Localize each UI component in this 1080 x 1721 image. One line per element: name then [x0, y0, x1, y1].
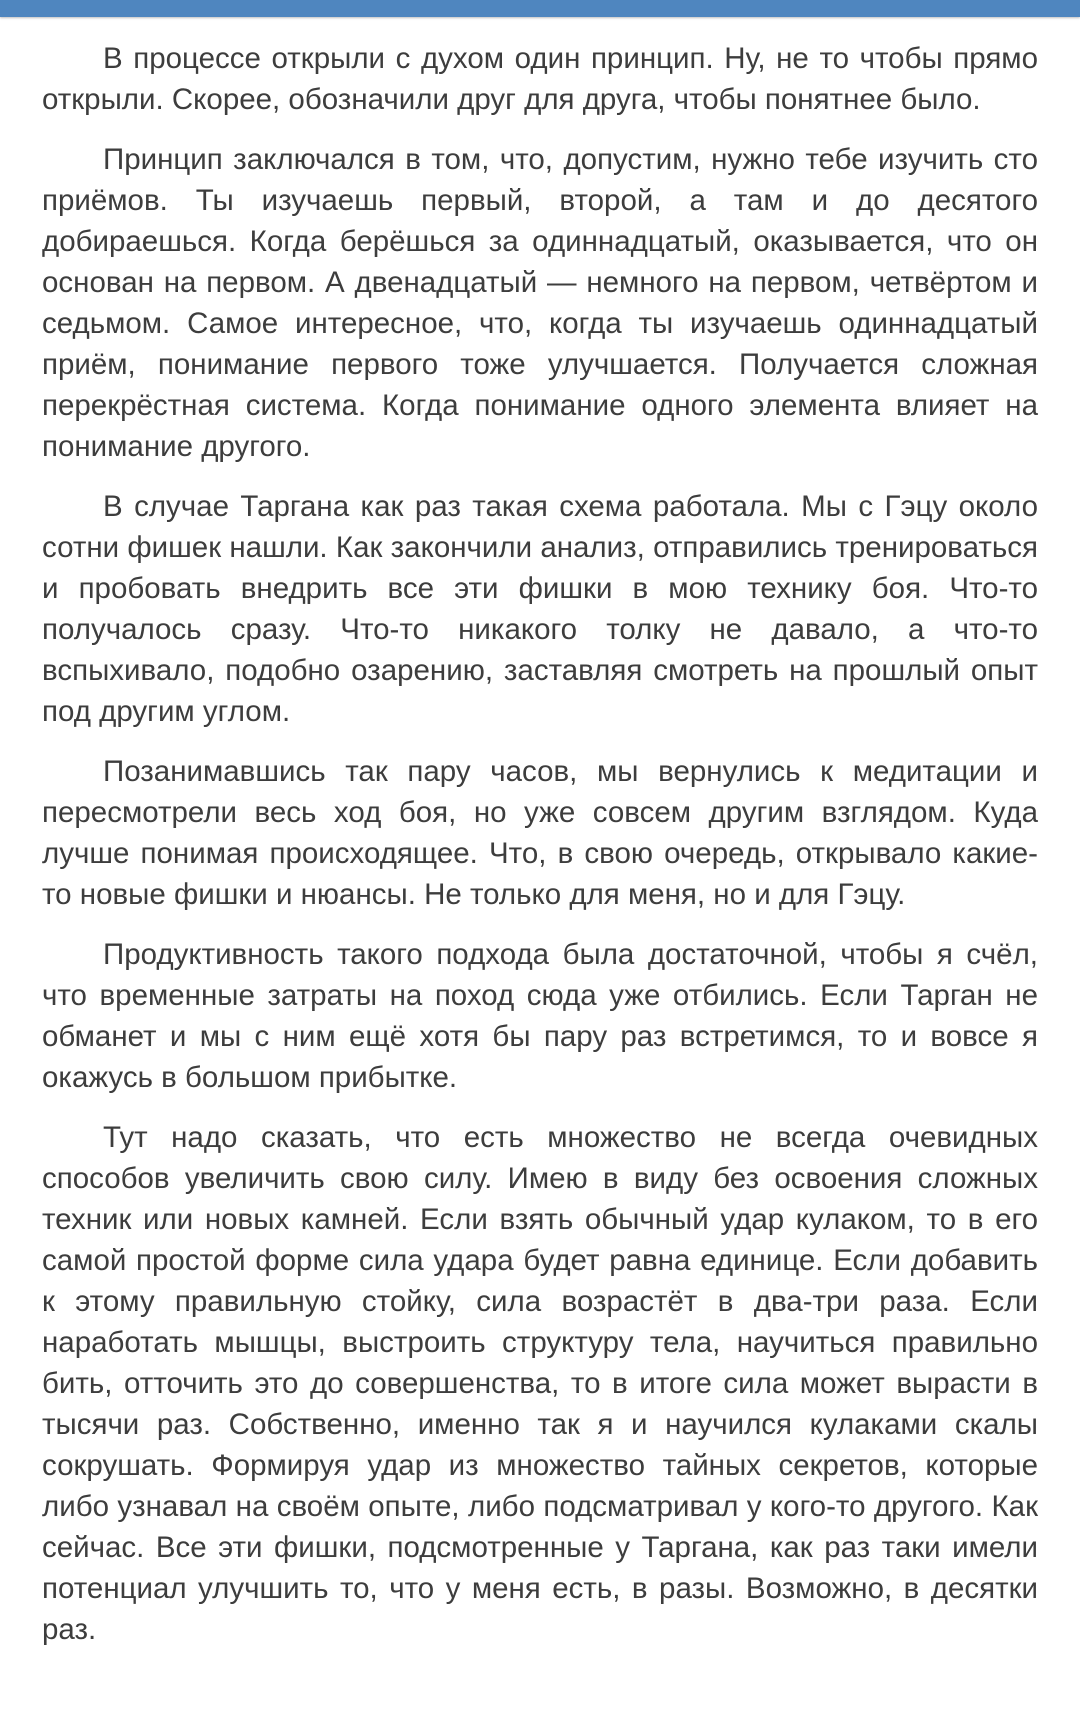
paragraph-4: Позанимавшись так пару часов, мы вернулись к медитации и пересмотрели весь ход боя, но уже совсем другим взглядом. Куда лучше понимая происходящее. Что, в свою очередь, открывало какие-то новые фишки и нюансы. Не только для меня, но и для Гэцу.: [42, 755, 1038, 911]
paragraph-1: В процессе открыли с духом один принцип. Ну, не то чтобы прямо открыли. Скорее, обозначили друг для друга, чтобы понятнее было.: [42, 42, 1038, 116]
reading-text: [42, 38, 1038, 1669]
app-top-bar: [0, 0, 1080, 17]
paragraph-6: Тут надо сказать, что есть множество не всегда очевидных способов увеличить свою силу. Имею в виду без освоения сложных техник или новых камней. Если взять обычный удар кулаком, то в его самой простой форме сила удара будет равна единице. Если добавить к этому правильную стойку, сила возрастёт в два-три раза. Если наработать мышцы, выстроить структуру тела, научиться правильно бить, отточить это до совершенства, то в итоге сила может вырасти в тысячи раз. Собственно, именно так я и научился кулаками скалы сокрушать. Формируя удар из множество тайных секретов, которые либо узнавал на своём опыте, либо подсматривал у кого-то другого. Как сейчас. Все эти фишки, подсмотренные у Таргана, как раз таки имели потенциал улучшить то, что у меня есть, в разы. Возможно, в десятки раз.: [42, 1121, 1038, 1646]
paragraph-2: Принцип заключался в том, что, допустим, нужно тебе изучить сто приёмов. Ты изучаешь первый, второй, а там и до десятого добираешься. Когда берёшься за одиннадцатый, оказывается, что он основан на первом. А двенадцатый — немного на первом, четвёртом и седьмом. Самое интересное, что, когда ты изучаешь одиннадцатый приём, понимание первого тоже улучшается. Получается сложная перекрёстная система. Когда понимание одного элемента влияет на понимание другого.: [42, 143, 1038, 463]
paragraph-5: Продуктивность такого подхода была достаточной, чтобы я счёл, что временные затраты на поход сюда уже отбились. Если Тарган не обманет и мы с ним ещё хотя бы пару раз встретимся, то и вовсе я окажусь в большом прибытке.: [42, 938, 1038, 1094]
paragraph-3: В случае Таргана как раз такая схема работала. Мы с Гэцу около сотни фишек нашли. Как закончили анализ, отправились тренироваться и пробовать внедрить все эти фишки в мою технику боя. Что-то получалось сразу. Что-то никакого толку не давало, а что-то вспыхивало, подобно озарению, заставляя смотреть на прошлый опыт под другим углом.: [42, 490, 1038, 728]
